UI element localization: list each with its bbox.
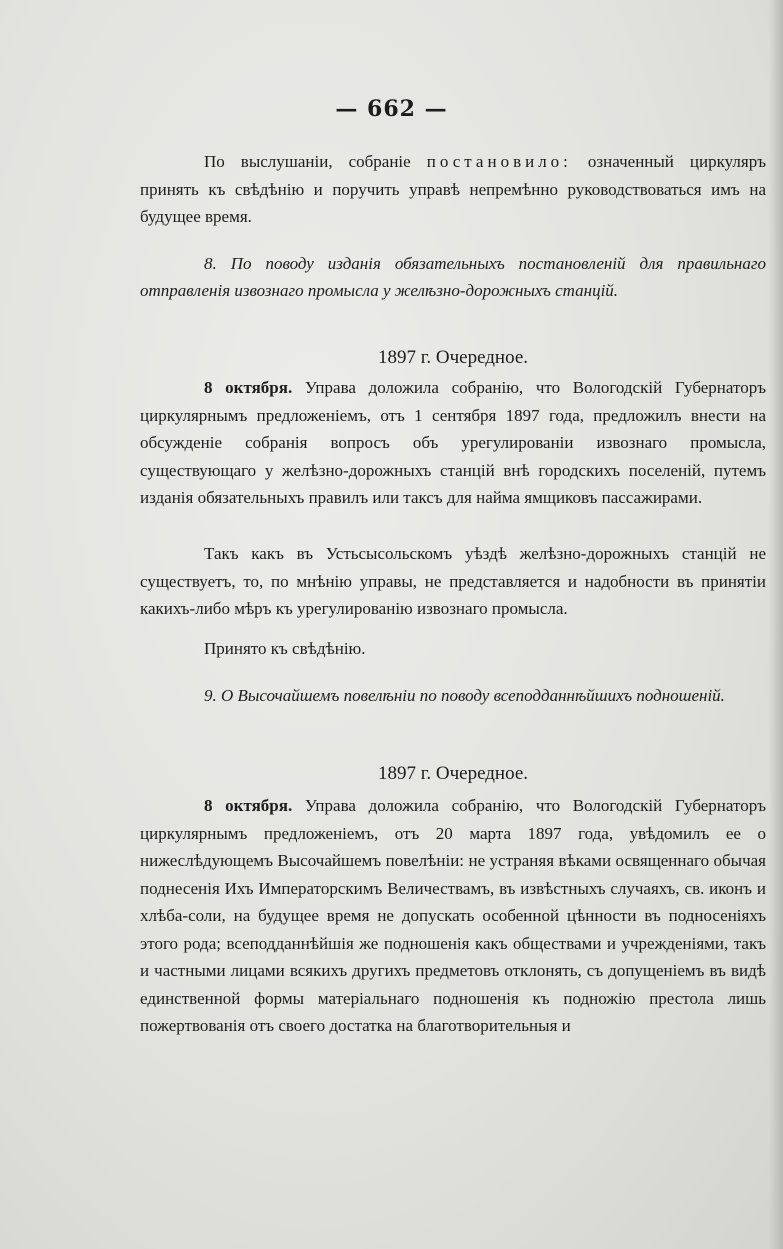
paragraph-accepted: Принято къ свѣдѣнію. bbox=[204, 639, 366, 658]
paragraph-resolution bbox=[140, 148, 766, 231]
resolution-lead: По выслушаніи, собраніе bbox=[204, 152, 427, 171]
session-year-2: 1897 г. Очередное. bbox=[377, 763, 529, 784]
resolution-keyword: постановило: bbox=[426, 152, 572, 171]
section-8-heading: 8. По поводу изданія обязательныхъ постановленій для правильнаго отправленія извознаго промысла у желѣзно-дорожныхъ станцій. bbox=[140, 254, 766, 300]
paragraph-opinion: Такъ какъ въ Устьсысольскомъ уѣздѣ желѣзно-дорожныхъ станцій не существуетъ, то, по мнѣнію управы, не представляется и надобности въ принятіи какихъ-либо мѣръ къ урегулированію извознаго промысла. bbox=[140, 544, 766, 618]
report-1-text: Управа доложила собранію, что Вологодскій Губернаторъ циркулярнымъ предложеніемъ, отъ 1 сентября 1897 года, предложилъ внести на обсужденіе собранія вопросъ объ урегулированіи извознаго промысла, существующаго у желѣзно-дорожныхъ станцій внѣ городскихъ поселеній, путемъ изданія обязательныхъ правилъ или таксъ для найма ямщиковъ пассажирами. bbox=[140, 378, 766, 507]
report-2-text: Управа доложила собранію, что Вологодскій Губернаторъ циркулярнымъ предложеніемъ, отъ 20 марта 1897 года, увѣдомилъ ее о нижеслѣдующемъ Высочайшемъ повелѣніи: не устраняя вѣками освященнаго обычая поднесенія Ихъ Императорскимъ Величествамъ, въ извѣстныхъ случаяхъ, св. иконъ и хлѣба-соли, на будущее время не допускать особенной цѣнности въ подносеніяхъ этого рода; всеподданнѣйшія же подношенія какъ обществами и учрежденіями, такъ и частными лицами всякихъ другихъ предметовъ отклонять, съ допущеніемъ въ видѣ единственной формы матеріальнаго подношенія къ подножію престола лишь пожертвованія отъ своего достатка на благотворительныя и bbox=[140, 796, 766, 1035]
session-year-1: 1897 г. Очередное. bbox=[377, 347, 529, 368]
resolution-text: означенный циркуляръ принять къ свѣдѣнію и поручить управѣ непремѣнно руководствоваться имъ на будущее время. bbox=[140, 152, 766, 226]
page-number: — 662 — bbox=[335, 96, 448, 122]
report-1-date: 8 октября. bbox=[204, 378, 293, 397]
section-9-heading: 9. О Высочайшемъ повелѣніи по поводу всеподданнѣйшихъ подношеній. bbox=[204, 686, 725, 705]
report-2-date: 8 октября. bbox=[204, 796, 293, 815]
paragraph-report-2 bbox=[140, 792, 766, 1040]
paragraph-report-1 bbox=[140, 374, 766, 512]
